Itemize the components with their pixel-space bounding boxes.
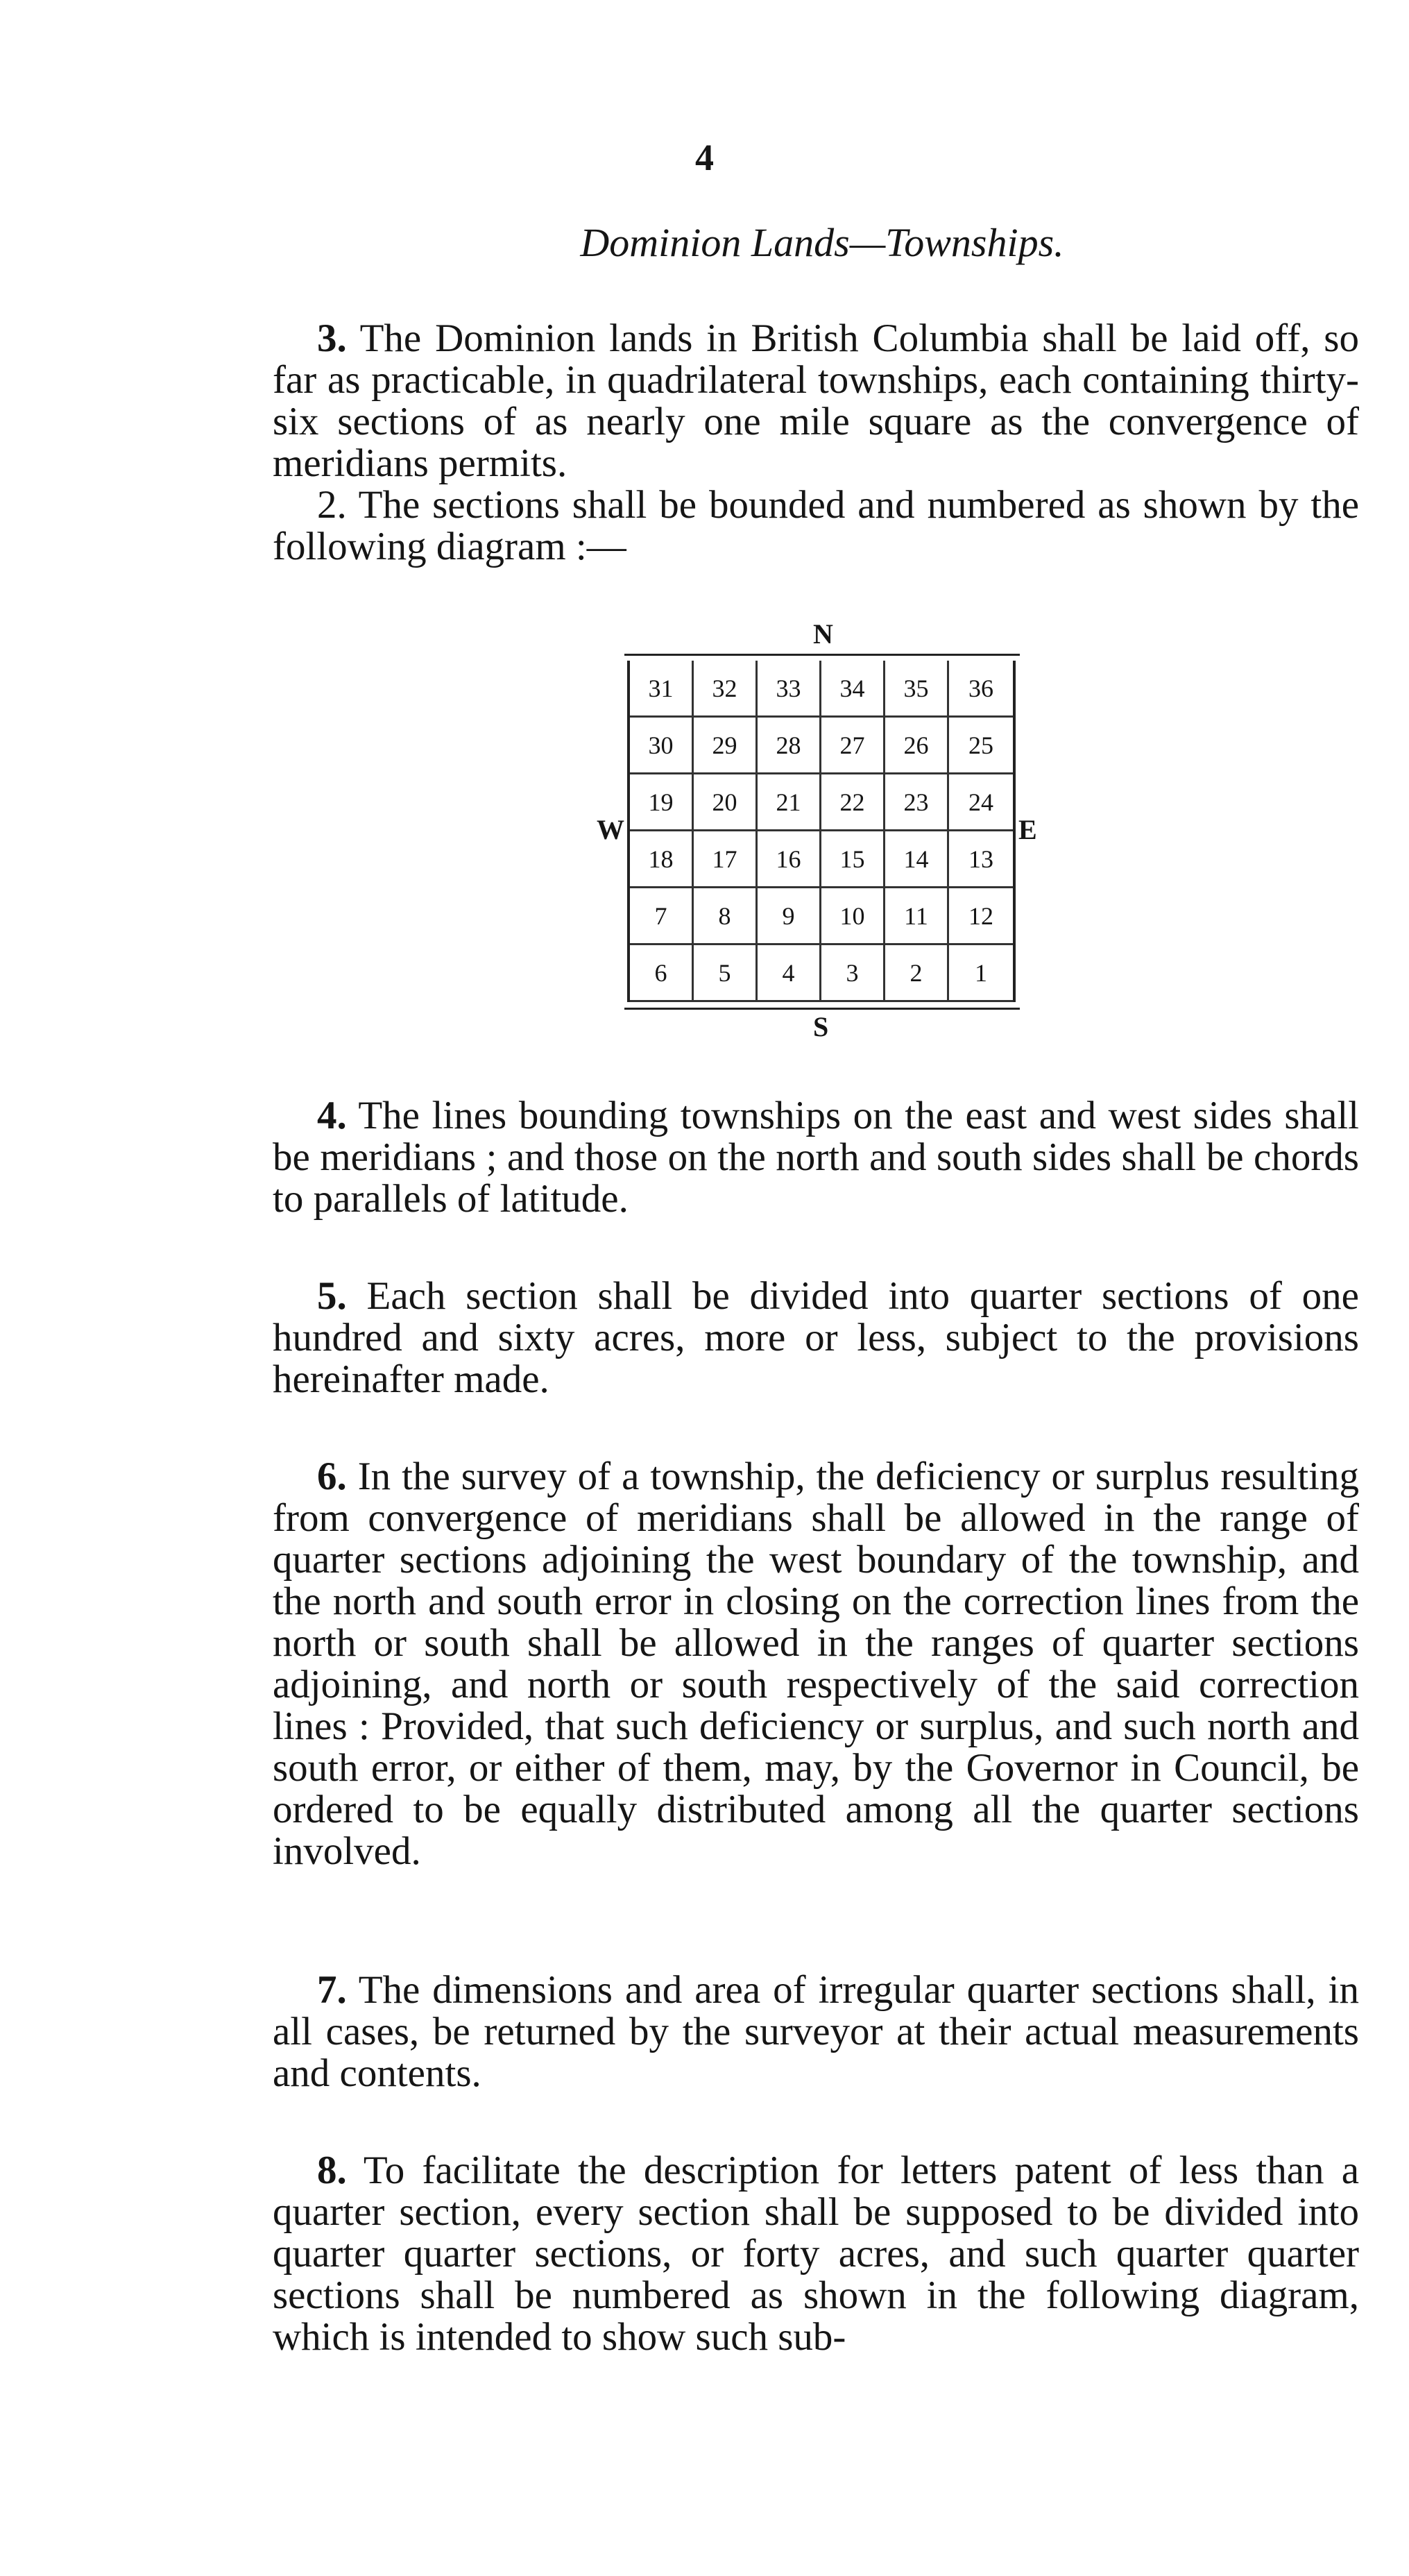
section-cell: 14 — [885, 831, 949, 888]
section-text: Each section shall be divided into quarter sections of one hundred and sixty acres, more or less, subject to the provisions hereinafter made. — [273, 1274, 1359, 1401]
section-cell: 20 — [694, 774, 758, 831]
section-cell: 10 — [821, 888, 885, 945]
section-cell: 25 — [949, 718, 1013, 774]
section-cell: 13 — [949, 831, 1013, 888]
section-cell: 12 — [949, 888, 1013, 945]
section-text: The Dominion lands in British Columbia shall be laid off, so far as practicable, in quadrilateral townships, each containing thirty-six sections of as nearly one mile square as the convergence of meridians permits. — [273, 316, 1359, 485]
section-text: The lines bounding townships on the east and west sides shall be meridians ; and those on the north and south sides shall be chords to parallels of latitude. — [273, 1094, 1359, 1221]
section-cell: 32 — [694, 661, 758, 718]
section-cell: 11 — [885, 888, 949, 945]
section-cell: 28 — [758, 718, 821, 774]
page-number: 4 — [695, 137, 714, 178]
section-cell: 2 — [885, 945, 949, 1002]
compass-east: E — [1018, 814, 1037, 845]
section-cell: 16 — [758, 831, 821, 888]
section-cell: 33 — [758, 661, 821, 718]
section-cell: 4 — [758, 945, 821, 1002]
diagram-bottom-rule — [624, 1008, 1020, 1010]
section-cell: 26 — [885, 718, 949, 774]
section-number: 7. — [317, 1968, 347, 2012]
compass-north: N — [813, 618, 833, 650]
section-number: 6. — [317, 1455, 347, 1498]
section-number: 4. — [317, 1094, 347, 1137]
section-cell: 27 — [821, 718, 885, 774]
section-cell: 31 — [630, 661, 694, 718]
section-4 — [273, 1095, 1359, 1220]
section-7 — [273, 1969, 1359, 2094]
section-3 — [273, 318, 1359, 484]
section-cell: 6 — [630, 945, 694, 1002]
section-cell: 29 — [694, 718, 758, 774]
section-cell: 23 — [885, 774, 949, 831]
section-6 — [273, 1456, 1359, 1872]
section-cell: 7 — [630, 888, 694, 945]
section-cell: 18 — [630, 831, 694, 888]
running-head: Dominion Lands—Townships. — [580, 220, 1064, 265]
township-diagram — [597, 618, 1041, 1062]
diagram-top-rule — [624, 654, 1020, 656]
compass-west: W — [597, 814, 624, 845]
section-cell: 1 — [949, 945, 1013, 1002]
section-cell: 36 — [949, 661, 1013, 718]
section-cell: 9 — [758, 888, 821, 945]
section-5 — [273, 1276, 1359, 1400]
section-cell: 24 — [949, 774, 1013, 831]
section-number: 5. — [317, 1274, 347, 1318]
section-text: 2. The sections shall be bounded and numbered as shown by the following diagram :— — [273, 483, 1359, 568]
compass-south: S — [813, 1011, 829, 1042]
section-text: To facilitate the description for letters patent of less than a quarter section, every section shall be supposed to be divided into quarter quarter sections, or forty acres, and such quarter quarter sections shall be numbered as shown in the following diagram, which is intended to show such sub- — [273, 2149, 1359, 2359]
section-cell: 8 — [694, 888, 758, 945]
section-grid — [627, 661, 1016, 1002]
section-text: The dimensions and area of irregular quarter sections shall, in all cases, be returned by the surveyor at their actual measurements and contents. — [273, 1968, 1359, 2095]
section-cell: 22 — [821, 774, 885, 831]
section-cell: 15 — [821, 831, 885, 888]
section-cell: 17 — [694, 831, 758, 888]
section-text: In the survey of a township, the deficiency or surplus resulting from convergence of meridians shall be allowed in the range of quarter sections adjoining the west boundary of the township, and the north and south error in closing on the correction lines from the north or south shall be allowed in the ranges of quarter sections adjoining, and north or south respectively of the said correction lines : Provided, that such deficiency or surplus, and such north and south error, or either of them, may, by the Governor in Council, be ordered to be equally distributed among all the quarter sections involved. — [273, 1455, 1359, 1873]
section-cell: 21 — [758, 774, 821, 831]
section-number: 3. — [317, 316, 347, 360]
section-number: 8. — [317, 2149, 347, 2192]
section-3-subsection-2 — [273, 484, 1359, 568]
section-cell: 19 — [630, 774, 694, 831]
section-cell: 5 — [694, 945, 758, 1002]
section-cell: 30 — [630, 718, 694, 774]
section-cell: 35 — [885, 661, 949, 718]
section-cell: 3 — [821, 945, 885, 1002]
section-cell: 34 — [821, 661, 885, 718]
section-8 — [273, 2150, 1359, 2358]
